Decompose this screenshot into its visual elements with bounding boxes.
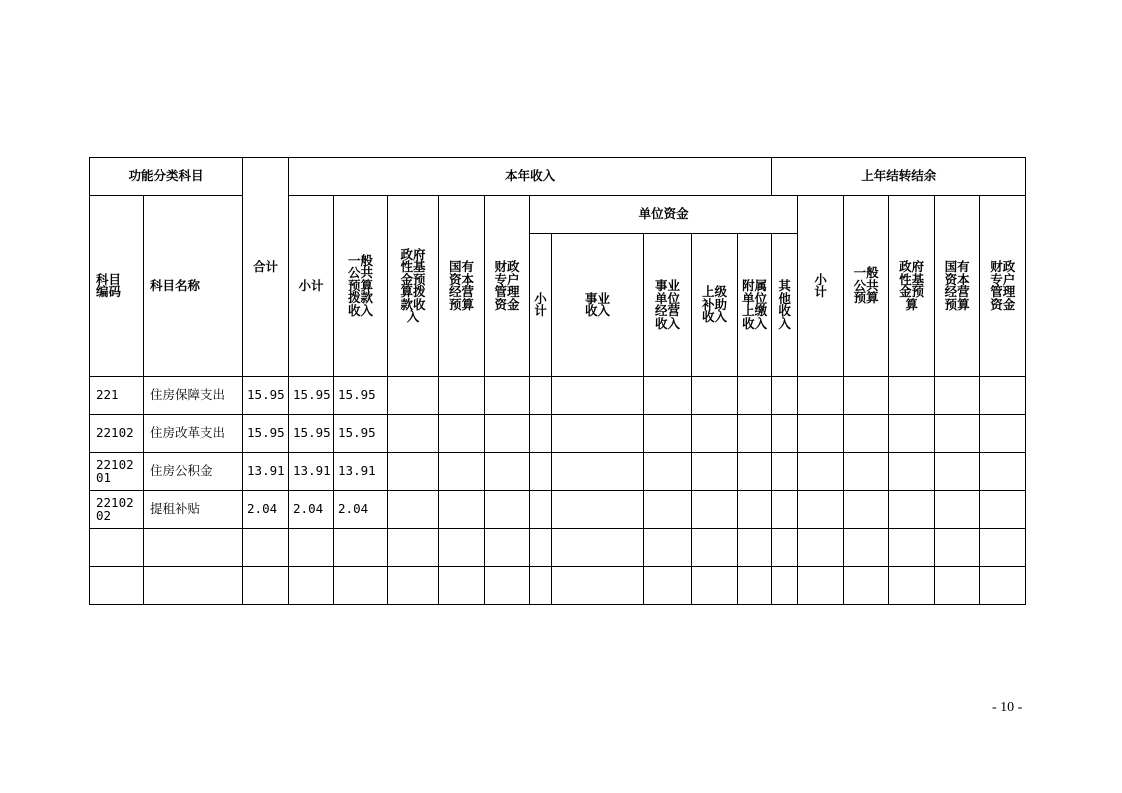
cell-subtotal (289, 567, 334, 605)
cell-code (90, 567, 144, 605)
cell-code: 2210201 (90, 453, 144, 491)
header-cur-general: 一般 公共 预算 拨款 收入 (334, 196, 388, 377)
header-cur-subtotal: 小计 (289, 196, 334, 377)
table-row (90, 567, 1026, 605)
cell-general: 2.04 (334, 491, 388, 529)
cell-total: 15.95 (243, 377, 289, 415)
cell-name (144, 529, 243, 567)
cell-general (334, 567, 388, 605)
header-category: 功能分类科目 (90, 158, 243, 196)
table-row (90, 491, 1026, 529)
header-prev-gov-fund: 政府 性基 金预 算 (889, 196, 935, 377)
header-cur-fiscal-special: 财政 专户 管理 资金 (485, 196, 530, 377)
cell-subtotal: 15.95 (289, 377, 334, 415)
header-total: 合计 (243, 158, 289, 377)
header-prev-balance: 上年结转结余 (772, 158, 1026, 196)
header-unit-subtotal: 小 计 (530, 234, 552, 377)
cell-total: 13.91 (243, 453, 289, 491)
cell-subtotal: 13.91 (289, 453, 334, 491)
cell-name: 住房公积金 (144, 453, 243, 491)
cell-code: 221 (90, 377, 144, 415)
table-row (90, 377, 1026, 415)
cell-code (90, 529, 144, 567)
cell-total (243, 567, 289, 605)
header-name: 科目名称 (144, 196, 243, 377)
cell-general: 13.91 (334, 453, 388, 491)
cell-general: 15.95 (334, 415, 388, 453)
header-unit-funds: 单位资金 (530, 196, 798, 234)
cell-total: 2.04 (243, 491, 289, 529)
cell-general (334, 529, 388, 567)
table-row (90, 453, 1026, 491)
cell-name: 住房保障支出 (144, 377, 243, 415)
page-number: - 10 - (992, 700, 1023, 715)
header-code: 科目 编码 (90, 196, 144, 377)
cell-code: 2210202 (90, 491, 144, 529)
cell-subtotal: 2.04 (289, 491, 334, 529)
cell-general: 15.95 (334, 377, 388, 415)
cell-code: 22102 (90, 415, 144, 453)
header-cur-gov-fund: 政府 性基 金预 算拨 款收 入 (388, 196, 439, 377)
cell-name (144, 567, 243, 605)
header-unit-operating: 事业 单位 经营 收入 (644, 234, 692, 377)
header-prev-fiscal-special: 财政 专户 管理 资金 (980, 196, 1026, 377)
table-row (90, 415, 1026, 453)
header-prev-general: 一般 公共 预算 (844, 196, 889, 377)
header-unit-other: 其 他 收 入 (772, 234, 798, 377)
header-prev-subtotal: 小 计 (798, 196, 844, 377)
cell-subtotal: 15.95 (289, 415, 334, 453)
budget-table (89, 157, 1026, 605)
cell-name: 住房改革支出 (144, 415, 243, 453)
header-unit-subsidy: 上级 补助 收入 (692, 234, 738, 377)
cell-total (243, 529, 289, 567)
header-current-income: 本年收入 (289, 158, 772, 196)
cell-subtotal (289, 529, 334, 567)
table-row (90, 529, 1026, 567)
header-cur-state-capital: 国有 资本 经营 预算 (439, 196, 485, 377)
header-unit-business: 事业 收入 (552, 234, 644, 377)
header-unit-affiliated: 附属 单位 上缴 收入 (738, 234, 772, 377)
header-prev-state-capital: 国有 资本 经营 预算 (935, 196, 980, 377)
cell-total: 15.95 (243, 415, 289, 453)
cell-name: 提租补贴 (144, 491, 243, 529)
